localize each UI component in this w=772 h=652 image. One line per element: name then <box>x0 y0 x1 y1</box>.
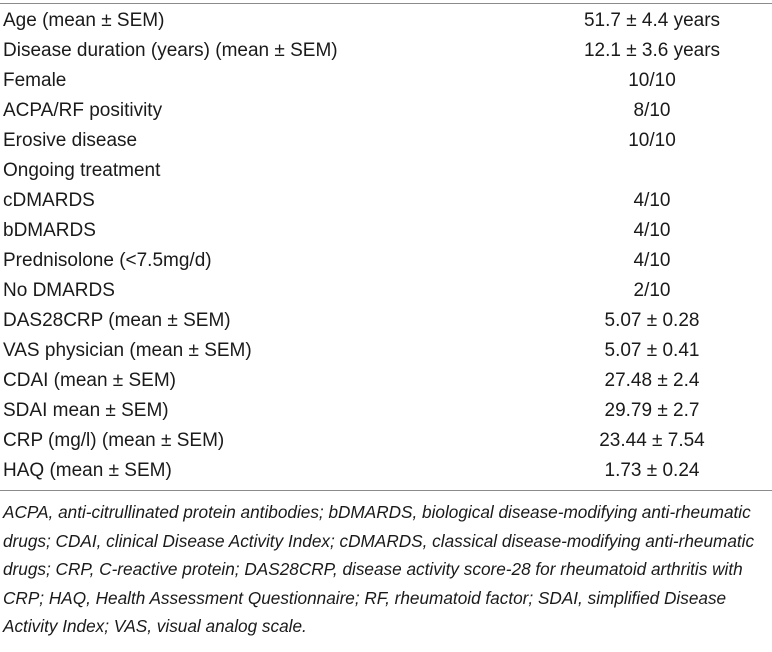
table-row <box>0 126 772 156</box>
row-label: No DMARDS <box>3 280 115 301</box>
table-row <box>0 276 772 306</box>
row-value: 2/10 <box>633 280 671 301</box>
row-label: DAS28CRP (mean ± SEM) <box>3 310 231 331</box>
row-label: CDAI (mean ± SEM) <box>3 370 177 391</box>
table-row <box>0 396 772 426</box>
row-label: Erosive disease <box>3 130 138 151</box>
table-footnote: ACPA, anti-citrullinated protein antibodies; bDMARDS, biological disease-modifying anti-rheumatic drugs; CDAI, clinical Disease Activity Index; cDMARDS, classical disease-modifying anti-rheumatic drugs; CRP, C-reactive protein; DAS28CRP, disease activity score-28 for rheumatoid arthritis with CRP; HAQ, Health Assessment Questionnaire; RF, rheumatoid factor; SDAI, simplified Disease Activity Index; VAS, visual analog scale. <box>3 502 755 637</box>
characteristics-grid <box>0 6 772 486</box>
row-value: 4/10 <box>633 250 671 271</box>
row-value: 4/10 <box>633 190 671 211</box>
row-value: 27.48 ± 2.4 <box>604 370 700 391</box>
table-row <box>0 216 772 246</box>
table-row <box>0 246 772 276</box>
row-value: 1.73 ± 0.24 <box>604 460 700 481</box>
table-row <box>0 66 772 96</box>
row-label: Ongoing treatment <box>3 160 161 181</box>
row-value: 10/10 <box>628 130 676 151</box>
table-row <box>0 36 772 66</box>
row-label: cDMARDS <box>3 190 95 211</box>
row-value: 23.44 ± 7.54 <box>599 430 705 451</box>
row-value: 10/10 <box>628 70 676 91</box>
row-label: VAS physician (mean ± SEM) <box>3 340 252 361</box>
row-label: Disease duration (years) (mean ± SEM) <box>3 40 338 61</box>
row-label: Female <box>3 70 67 91</box>
row-value: 8/10 <box>633 100 671 121</box>
row-label: CRP (mg/l) (mean ± SEM) <box>3 430 225 451</box>
table-body <box>0 4 772 490</box>
row-value <box>452 156 772 186</box>
row-label: Age (mean ± SEM) <box>3 10 165 31</box>
row-label: Prednisolone (<7.5mg/d) <box>3 250 212 271</box>
row-label: SDAI mean ± SEM) <box>3 400 169 421</box>
row-value: 51.7 ± 4.4 years <box>583 10 721 31</box>
row-value: 29.79 ± 2.7 <box>604 400 700 421</box>
table-row <box>0 156 772 186</box>
row-label: ACPA/RF positivity <box>3 100 163 121</box>
row-label: bDMARDS <box>3 220 96 241</box>
table-row <box>0 96 772 126</box>
table-row <box>0 186 772 216</box>
table-row <box>0 456 772 486</box>
row-value: 5.07 ± 0.28 <box>604 310 700 331</box>
table-row <box>0 336 772 366</box>
table-row <box>0 6 772 36</box>
row-value: 5.07 ± 0.41 <box>604 340 700 361</box>
table-row <box>0 426 772 456</box>
row-value: 4/10 <box>633 220 671 241</box>
table-row <box>0 366 772 396</box>
row-value: 12.1 ± 3.6 years <box>583 40 721 61</box>
table-row <box>0 306 772 336</box>
row-label: HAQ (mean ± SEM) <box>3 460 172 481</box>
